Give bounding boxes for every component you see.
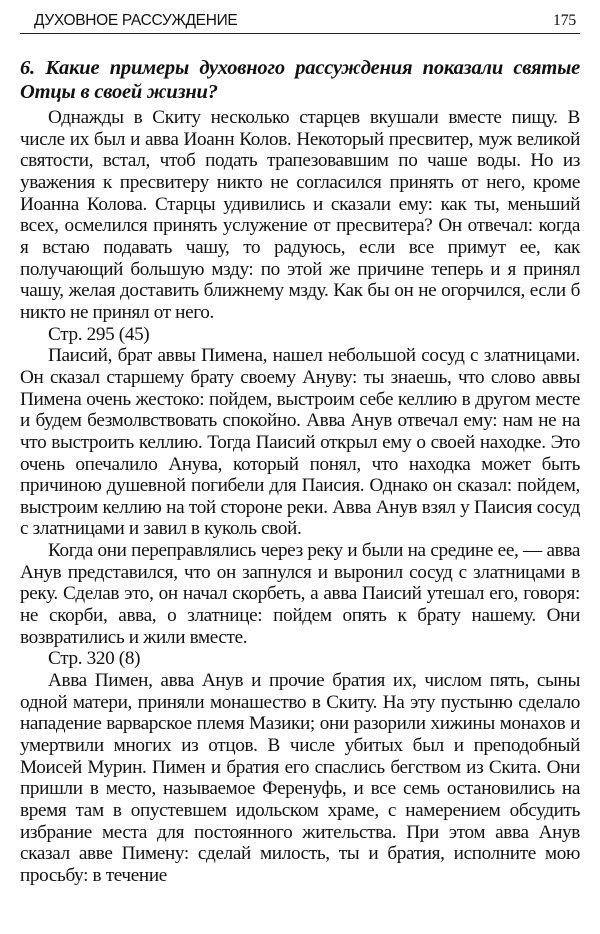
section-heading: 6. Какие примеры духовного рассуждения показали святые Отцы в своей жизни? bbox=[20, 57, 580, 103]
running-header bbox=[20, 9, 580, 34]
running-head-title: ДУХОВНОЕ РАССУЖДЕНИЕ bbox=[34, 12, 238, 29]
paragraph: Авва Пимен, авва Анув и прочие братия их, числом пять, сыны одной матери, приняли монашество в Скиту. На эту пустыню сделало нападение варварское племя Мазики; они разорили хижины монахов и умертвили многих из отцов. В числе убитых был и преподобный Моисей Мурин. Пимен и братия его спаслись бегством из Скита. Они пришли в место, называемое Ференуфь, и все семь остановились на время там в опустевшем идольском храме, с намерением обсудить избрание места для постоянного жительства. При этом авва Анув сказал авве Пимену: сделай милость, ты и братия, исполните мою просьбу: в течение bbox=[20, 670, 580, 886]
paragraph: Когда они переправлялись через реку и были на средине ее, — авва Анув представился, что он запнулся и выронил сосуд с златницами в реку. Сделав это, он начал скорбеть, а авва Паисий утешал его, говоря: не скорби, авва, о златнице: пойдем опять к брату нашему. Они возвратились и жили вместе. bbox=[20, 540, 580, 648]
page-number: 175 bbox=[552, 12, 576, 29]
page-body bbox=[20, 56, 580, 887]
page-reference: Стр. 320 (8) bbox=[48, 648, 141, 670]
page-reference: Стр. 295 (45) bbox=[48, 323, 150, 345]
paragraph: Паисий, брат аввы Пимена, нашел небольшой сосуд с златницами. Он сказал старшему брату своему Ануву: ты знаешь, что слово аввы Пимена очень жестоко: пойдем, выстроим себе келлию в другом месте и будем безмолвствовать спокойно. Авва Анув отвечал ему: нам не на что выстроить келлию. Тогда Паисий открыл ему о своей находке. Это очень опечалило Анува, который понял, что находка может быть причиною душевной погибели для Паисия. Однако он сказал: пойдем, выстроим келлию на той стороне реки. Авва Анув взял у Паисия сосуд с златницами и завил в куколь свой. bbox=[20, 345, 580, 540]
paragraph: Однажды в Скиту несколько старцев вкушали вместе пищу. В числе их был и авва Иоанн Колов. Некоторый пресвитер, муж великой святости, встал, чтоб подать трапезовавшим по чаше воды. Но из уважения к пресвитеру никто не согласился принять от него, кроме Иоанна Колова. Старцы удивились и сказали ему: как ты, меньший всех, осмелился принять услужение от пресвитера? Он отвечал: когда я встаю подавать чашу, то радуюсь, если все примут ее, как получающий большую мзду: по этой же причине теперь и я принял чашу, желая доставить ближнему мзду. Как бы он не огорчился, если б никто не принял от него. bbox=[20, 107, 580, 323]
